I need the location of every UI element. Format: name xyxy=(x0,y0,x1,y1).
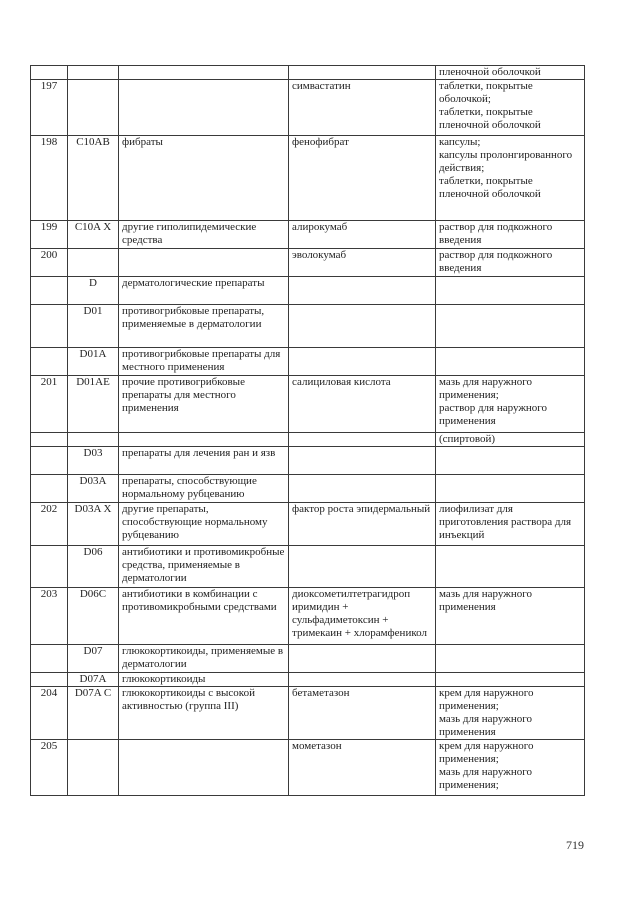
cell-substance: эволокумаб xyxy=(289,249,436,277)
table-row xyxy=(31,221,585,249)
cell-num xyxy=(31,475,68,503)
table-body xyxy=(31,66,585,796)
cell-substance xyxy=(289,305,436,348)
cell-substance: алирокумаб xyxy=(289,221,436,249)
cell-substance: мометазон xyxy=(289,740,436,796)
cell-code xyxy=(68,66,119,80)
table-row xyxy=(31,503,585,546)
cell-substance xyxy=(289,546,436,588)
cell-group: фибраты xyxy=(119,136,289,221)
cell-group: другие препараты, способствующие нормальному рубцеванию xyxy=(119,503,289,546)
page-number: 719 xyxy=(566,838,584,852)
cell-num: 197 xyxy=(31,80,68,136)
table-row xyxy=(31,546,585,588)
table-row xyxy=(31,348,585,376)
cell-substance: диоксометилтетрагидроп иримидин + сульфадиметоксин + тримекаин + хлорамфеникол xyxy=(289,588,436,645)
cell-substance xyxy=(289,447,436,475)
cell-form xyxy=(436,475,585,503)
table-row xyxy=(31,588,585,645)
cell-form xyxy=(436,673,585,687)
cell-substance xyxy=(289,348,436,376)
cell-substance: фенофибрат xyxy=(289,136,436,221)
cell-code: D06C xyxy=(68,588,119,645)
cell-form: раствор для подкожного введения xyxy=(436,221,585,249)
cell-substance xyxy=(289,645,436,673)
cell-num xyxy=(31,433,68,447)
cell-num xyxy=(31,645,68,673)
cell-code: D xyxy=(68,277,119,305)
table-row xyxy=(31,249,585,277)
cell-num: 202 xyxy=(31,503,68,546)
cell-code: D07 xyxy=(68,645,119,673)
table-row xyxy=(31,447,585,475)
cell-form: пленочной оболочкой xyxy=(436,66,585,80)
table-row xyxy=(31,645,585,673)
cell-group: антибиотики в комбинации с противомикробными средствами xyxy=(119,588,289,645)
cell-group: противогрибковые препараты для местного применения xyxy=(119,348,289,376)
cell-substance xyxy=(289,433,436,447)
cell-group xyxy=(119,249,289,277)
cell-substance: фактор роста эпидермальный xyxy=(289,503,436,546)
cell-group: антибиотики и противомикробные средства, применяемые в дерматологии xyxy=(119,546,289,588)
table-row xyxy=(31,80,585,136)
cell-num xyxy=(31,305,68,348)
cell-group: глюкокортикоиды, применяемые в дерматологии xyxy=(119,645,289,673)
cell-num: 204 xyxy=(31,687,68,740)
cell-code: D01AE xyxy=(68,376,119,433)
table-row xyxy=(31,475,585,503)
cell-num: 200 xyxy=(31,249,68,277)
cell-code xyxy=(68,80,119,136)
cell-substance: бетаметазон xyxy=(289,687,436,740)
cell-form: раствор для подкожного введения xyxy=(436,249,585,277)
cell-code: D07A xyxy=(68,673,119,687)
cell-num xyxy=(31,546,68,588)
cell-group xyxy=(119,740,289,796)
cell-substance xyxy=(289,66,436,80)
cell-form: мазь для наружного применения; раствор для наружного применения xyxy=(436,376,585,433)
cell-group: глюкокортикоиды xyxy=(119,673,289,687)
table-row xyxy=(31,277,585,305)
table-row xyxy=(31,136,585,221)
cell-code: D06 xyxy=(68,546,119,588)
cell-form xyxy=(436,305,585,348)
cell-num: 199 xyxy=(31,221,68,249)
cell-form: лиофилизат для приготовления раствора для инъекций xyxy=(436,503,585,546)
cell-form: капсулы; капсулы пролонгированного действия; таблетки, покрытые пленочной оболочкой xyxy=(436,136,585,221)
cell-group: препараты, способствующие нормальному рубцеванию xyxy=(119,475,289,503)
cell-form xyxy=(436,447,585,475)
cell-code: D07A C xyxy=(68,687,119,740)
cell-group: другие гиполипидемические средства xyxy=(119,221,289,249)
cell-code: D03A xyxy=(68,475,119,503)
cell-num xyxy=(31,277,68,305)
cell-code xyxy=(68,433,119,447)
cell-group: глюкокортикоиды с высокой активностью (группа III) xyxy=(119,687,289,740)
table-row xyxy=(31,66,585,80)
cell-code: C10AB xyxy=(68,136,119,221)
cell-num xyxy=(31,673,68,687)
cell-code xyxy=(68,249,119,277)
cell-code: D03 xyxy=(68,447,119,475)
cell-form: мазь для наружного применения xyxy=(436,588,585,645)
cell-form xyxy=(436,348,585,376)
cell-num: 203 xyxy=(31,588,68,645)
cell-code: D01A xyxy=(68,348,119,376)
cell-code xyxy=(68,740,119,796)
cell-form xyxy=(436,546,585,588)
cell-form xyxy=(436,645,585,673)
cell-form: крем для наружного применения; мазь для наружного применения; xyxy=(436,740,585,796)
cell-group xyxy=(119,433,289,447)
cell-num xyxy=(31,447,68,475)
cell-substance xyxy=(289,277,436,305)
table-row xyxy=(31,305,585,348)
table-row xyxy=(31,673,585,687)
cell-substance xyxy=(289,475,436,503)
cell-code: D03A X xyxy=(68,503,119,546)
cell-num: 201 xyxy=(31,376,68,433)
cell-num: 198 xyxy=(31,136,68,221)
cell-group xyxy=(119,66,289,80)
cell-num: 205 xyxy=(31,740,68,796)
table-row xyxy=(31,687,585,740)
cell-group: противогрибковые препараты, применяемые в дерматологии xyxy=(119,305,289,348)
cell-group: прочие противогрибковые препараты для местного применения xyxy=(119,376,289,433)
cell-num xyxy=(31,348,68,376)
cell-num xyxy=(31,66,68,80)
cell-group: дерматологические препараты xyxy=(119,277,289,305)
cell-code: D01 xyxy=(68,305,119,348)
cell-group: препараты для лечения ран и язв xyxy=(119,447,289,475)
drug-list-table xyxy=(30,65,585,796)
cell-code: C10A X xyxy=(68,221,119,249)
cell-substance: симвастатин xyxy=(289,80,436,136)
cell-substance xyxy=(289,673,436,687)
cell-substance: салициловая кислота xyxy=(289,376,436,433)
cell-form: (спиртовой) xyxy=(436,433,585,447)
cell-form: крем для наружного применения; мазь для наружного применения xyxy=(436,687,585,740)
table-row xyxy=(31,376,585,433)
cell-group xyxy=(119,80,289,136)
cell-form xyxy=(436,277,585,305)
table-row xyxy=(31,433,585,447)
table-row xyxy=(31,740,585,796)
cell-form: таблетки, покрытые оболочкой; таблетки, покрытые пленочной оболочкой xyxy=(436,80,585,136)
